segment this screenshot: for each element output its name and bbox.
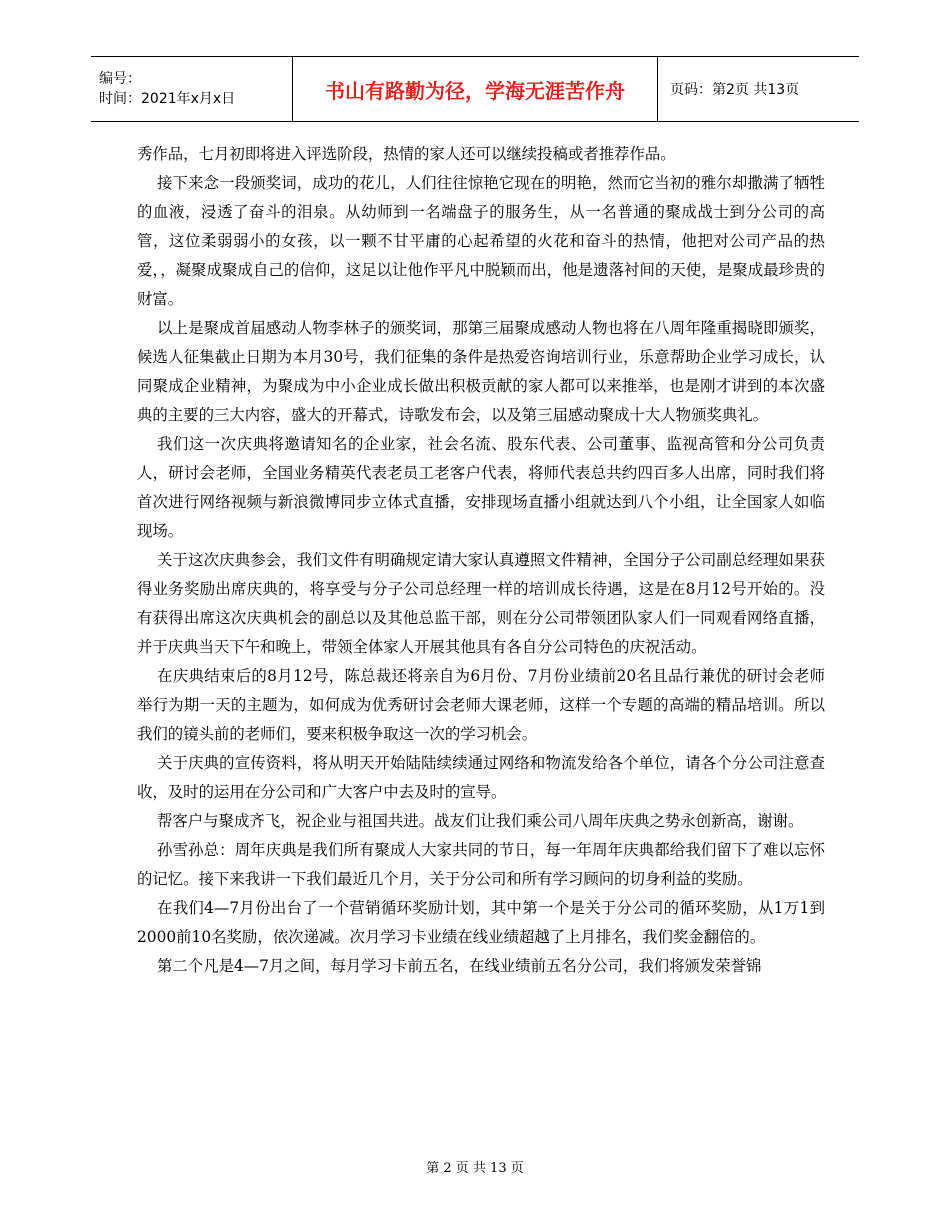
header-page-info: 页码：第2页 共13页 bbox=[670, 82, 800, 98]
paragraph: 关于庆典的宣传资料，将从明天开始陆陆续续通过网络和物流发给各个单位，请各个分公司注意查收，及时的运用在分公司和广大客户中去及时的宣导。 bbox=[137, 754, 825, 801]
paragraph: 秀作品，七月初即将进入评选阶段，热情的家人还可以继续投稿或者推荐作品。 bbox=[137, 145, 676, 163]
paragraph: 在我们4—7月份出台了一个营销循环奖励计划，其中第一个是关于分公司的循环奖励，从1万1到2000前10名奖励，依次递减。次月学习卡业绩在线业绩超越了上月排名，我们奖金翻倍的。 bbox=[137, 899, 825, 946]
number-label: 编号： bbox=[99, 71, 141, 87]
page-footer: 第 2 页 共 13 页 bbox=[426, 1161, 524, 1176]
paragraph: 我们这一次庆典将邀请知名的企业家，社会名流、股东代表、公司董事、监视高管和分公司负责人，研讨会老师，全国业务精英代表老员工老客户代表，将师代表总共约四百多人出席，同时我们将首次进行网络视频与新浪微博同步立体式直播，安排现场直播小组就达到八个小组，让全国家人如临现场。 bbox=[137, 435, 825, 540]
document-header bbox=[91, 56, 859, 122]
header-motto: 书山有路勤为径，学海无涯苦作舟 bbox=[293, 57, 658, 122]
time-label: 时间：2021年x月x日 bbox=[99, 91, 236, 107]
paragraph: 在庆典结束后的8月12号，陈总裁还将亲自为6月份、7月份业绩前20名且品行兼优的研讨会老师举行为期一天的主题为，如何成为优秀研讨会老师大课老师，这样一个专题的高端的精品培训。所以我们的镜头前的老师们，要来积极争取这一次的学习机会。 bbox=[137, 667, 825, 743]
paragraph: 以上是聚成首届感动人物李林子的颁奖词，那第三届聚成感动人物也将在八周年隆重揭晓即颁奖，候选人征集截止日期为本月30号，我们征集的条件是热爱咨询培训行业，乐意帮助企业学习成长，认同聚成企业精神，为聚成为中小企业成长做出积极贡献的家人都可以来推举，也是刚才讲到的本次盛典的主要的三大内容，盛大的开幕式，诗歌发布会，以及第三届感动聚成十大人物颁奖典礼。 bbox=[137, 319, 825, 424]
header-left-cell bbox=[91, 57, 293, 122]
paragraph: 帮客户与聚成齐飞，祝企业与祖国共进。战友们让我们乘公司八周年庆典之势永创新高，谢谢。 bbox=[157, 812, 804, 830]
paragraph: 第二个凡是4—7月之间，每月学习卡前五名，在线业绩前五名分公司，我们将颁发荣誉锦 bbox=[157, 957, 762, 975]
paragraph: 接下来念一段颁奖词，成功的花儿，人们往往惊艳它现在的明艳，然而它当初的雅尔却撒满了牺牲的血液，浸透了奋斗的泪泉。从幼师到一名端盘子的服务生，从一名普通的聚成战士到分公司的高管，这位柔弱弱小的女孩，以一颗不甘平庸的心起希望的火花和奋斗的热情，他把对公司产品的热爱，，凝聚成聚成自己的信仰，这足以让他作平凡中脱颖而出，他是遗落衬间的天使，是聚成最珍贵的财富。 bbox=[137, 174, 825, 308]
document-body bbox=[137, 140, 825, 981]
paragraph: 孙雪孙总：周年庆典是我们所有聚成人大家共同的节日，每一年周年庆典都给我们留下了难以忘怀的记忆。接下来我讲一下我们最近几个月，关于分公司和所有学习顾问的切身利益的奖励。 bbox=[137, 841, 825, 888]
paragraph: 关于这次庆典参会，我们文件有明确规定请大家认真遵照文件精神，全国分子公司副总经理如果获得业务奖励出席庆典的，将享受与分子公司总经理一样的培训成长待遇，这是在8月12号开始的。没有获得出席这次庆典机会的副总以及其他总监干部，则在分公司带领团队家人们一同观看网络直播，并于庆典当天下午和晚上，带领全体家人开展其他具有各自分公司特色的庆祝活动。 bbox=[137, 551, 825, 656]
